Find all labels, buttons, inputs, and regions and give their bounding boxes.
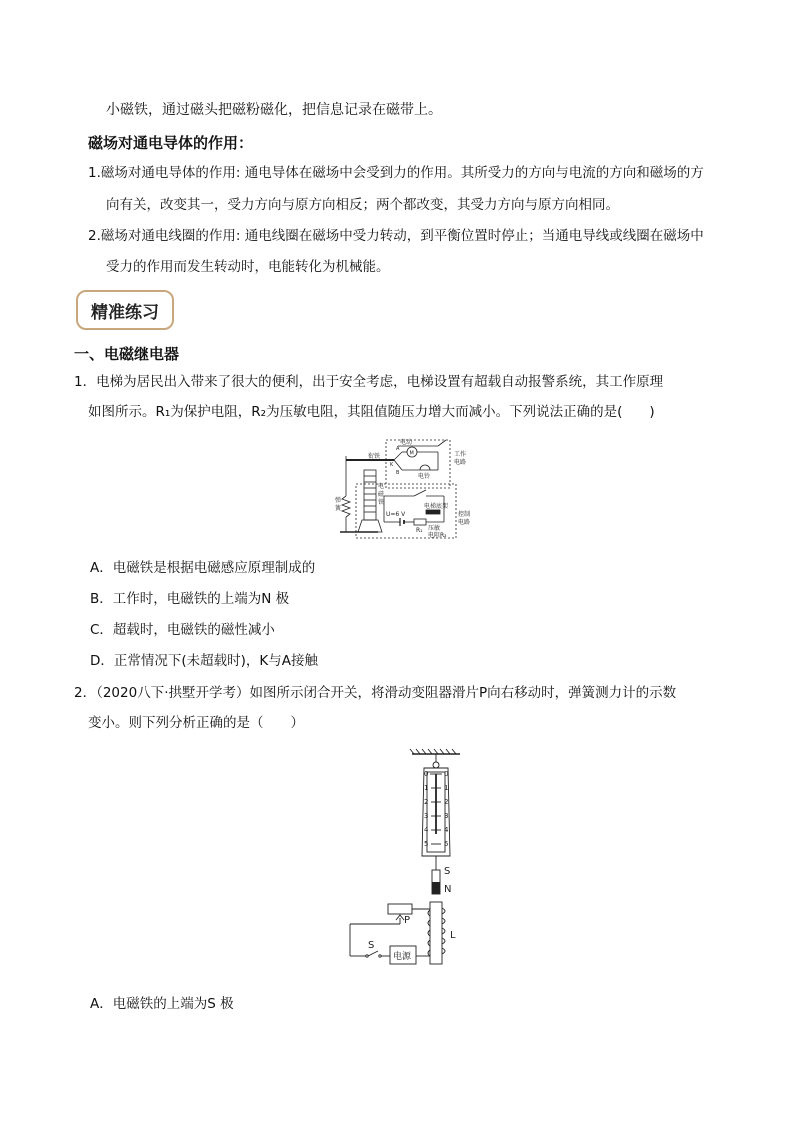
q2-option-a: A．电磁铁的上端为S 极: [90, 996, 234, 1012]
tick-label-0-right: 0: [444, 770, 449, 778]
control-circuit-frame: [356, 484, 456, 538]
label-coil-l: L: [450, 930, 456, 941]
label-armature: 衔铁: [368, 453, 381, 460]
tick-label-1-left: 1: [424, 784, 429, 792]
label-spring-2: 簧: [335, 505, 342, 512]
q1-line-1: 1．电梯为居民出入带来了很大的便利，出于安全考虑，电梯设置有超载自动报警系统，其工作原理: [74, 374, 664, 390]
label-work-circuit-1: 工作: [454, 451, 467, 458]
label-magnet-s: S: [444, 866, 451, 877]
tick-label-4-right: 4: [444, 826, 449, 834]
label-magnet-n: N: [444, 884, 452, 895]
label-electromagnet-2: 磁: [378, 491, 385, 498]
practice-badge: 精准练习: [76, 290, 174, 330]
tick-label-2-left: 2: [424, 798, 429, 806]
subsection-title: 一、电磁继电器: [74, 345, 180, 363]
tick-label-0-left: 0: [424, 770, 429, 778]
tick-label-4-left: 4: [424, 826, 429, 834]
label-slider-p: P: [404, 915, 411, 926]
tick-label-1-right: 1: [444, 784, 449, 792]
label-voltage: U=6 V: [386, 511, 406, 518]
q1-option-a: A．电磁铁是根据电磁感应原理制成的: [90, 560, 316, 576]
point-1-line-1: 1.磁场对通电导体的作用: 通电导体在磁场中会受到力的作用。其所受力的方向与电流的方向和磁场的方: [88, 165, 704, 181]
tick-label-3-left: 3: [424, 812, 429, 820]
q2-line-1: 2．（2020八下·拱墅开学考）如图所示闭合开关，将滑动变阻器滑片P向右移动时，弹簧测力计的示数: [74, 685, 677, 701]
label-pressure-resistor-1: 压敏: [428, 525, 441, 532]
label-motor: M: [409, 450, 414, 457]
label-pressure-resistor-2: 电阻R₂: [428, 532, 447, 539]
tick-label-2-right: 2: [444, 798, 449, 806]
label-spring-1: 弹: [335, 497, 342, 504]
q1-option-d: D．正常情况下(未超载时)，K与A接触: [90, 653, 319, 669]
label-electromagnet-3: 铁: [378, 499, 385, 506]
label-control-circuit-2: 电路: [458, 519, 471, 526]
tick-label-3-right: 3: [444, 812, 449, 820]
label-contact-k: K: [390, 462, 394, 468]
label-work-circuit-2: 电路: [454, 459, 467, 466]
label-switch-s: S: [368, 940, 375, 951]
intro-line: 小磁铁，通过磁头把磁粉磁化，把信息记录在磁带上。: [106, 102, 442, 118]
tick-label-5-right: 5: [444, 840, 449, 848]
label-power: 电源: [393, 952, 412, 962]
q1-option-b: B．工作时，电磁铁的上端为N 极: [90, 591, 290, 607]
label-r1: R₁: [416, 527, 423, 534]
label-motor-title: 电动: [400, 439, 413, 446]
label-electromagnet-1: 电: [378, 483, 385, 490]
label-contact-a: A: [396, 446, 400, 452]
spring-scale-figure: [340, 748, 470, 970]
point-2-line-2: 受力的作用而发生转动时，电能转化为机械能。: [106, 259, 390, 275]
label-control-circuit-1: 控制: [458, 511, 471, 518]
point-1-line-2: 向有关，改变其一，受力方向与原方向相反；两个都改变，其受力方向与原方向相同。: [106, 197, 619, 213]
elevator-relay-figure: [334, 436, 484, 540]
q1-option-c: C．超载时，电磁铁的磁性减小: [90, 622, 275, 638]
q1-line-2: 如图所示。R₁为保护电阻，R₂为压敏电阻，其阻值随压力增大而减小。下列说法正确的是( ): [88, 404, 655, 420]
label-bell: 电铃: [418, 473, 431, 480]
label-contact-b: B: [396, 470, 400, 476]
tick-label-5-left: 5: [424, 840, 429, 848]
section-heading: 磁场对通电导体的作用：: [88, 134, 254, 152]
label-elevator-floor: 电梯底架: [424, 503, 449, 510]
q2-line-2: 变小。则下列分析正确的是（ ）: [88, 715, 304, 731]
point-2-line-1: 2.磁场对通电线圈的作用: 通电线圈在磁场中受力转动，到平衡位置时停止；当通电导线或线圈在磁场中: [88, 228, 704, 244]
